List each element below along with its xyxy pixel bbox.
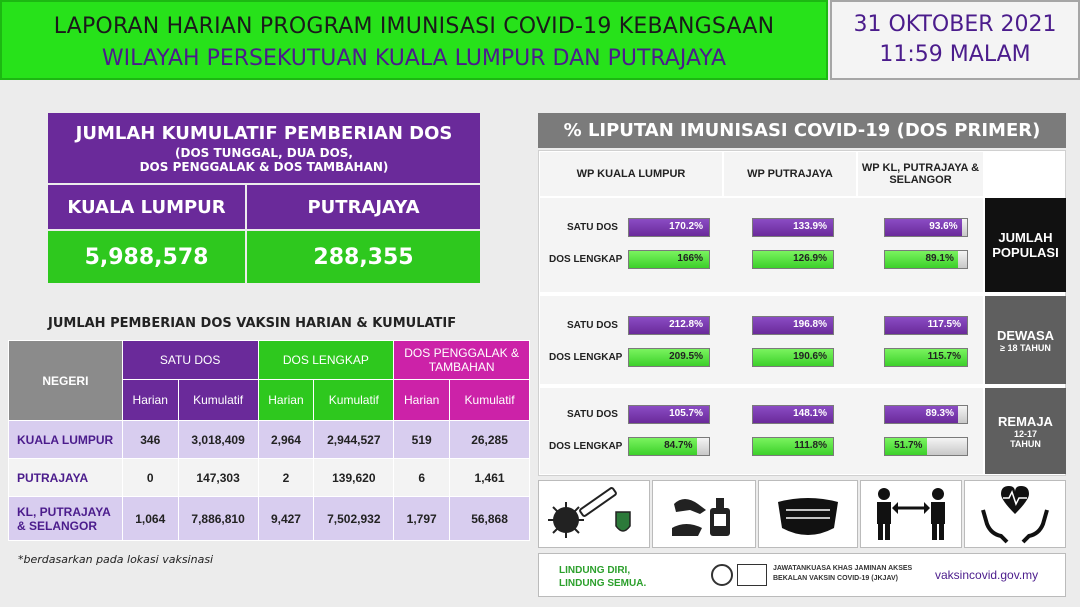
coverage-bar-satu	[752, 405, 834, 424]
bar-value: 133.9%	[793, 221, 827, 232]
coverage-bar-lengkap	[752, 348, 834, 367]
cumulative-kl-label: KUALA LUMPUR	[48, 185, 245, 229]
cell-lengkap-harian: 2,964	[258, 421, 314, 459]
bar-value: 166%	[677, 253, 703, 264]
header-kumulatif: Kumulatif	[178, 380, 258, 421]
cell-lengkap-kumulatif: 139,620	[314, 459, 394, 497]
heart-hands-icon	[964, 480, 1066, 548]
report-title: LAPORAN HARIAN PROGRAM IMUNISASI COVID-19 KEBANGSAAN	[53, 14, 775, 39]
cumulative-title: JUMLAH KUMULATIF PEMBERIAN DOS	[75, 122, 453, 144]
cell-satu-kumulatif: 147,303	[178, 459, 258, 497]
side-subtitle: ≥ 18 TAHUN	[1000, 342, 1051, 353]
coverage-bar-lengkap	[884, 348, 968, 367]
bar-value: 93.6%	[929, 221, 958, 232]
cell-penggalak-kumulatif: 56,868	[450, 497, 530, 541]
header-dos-penggalak: DOS PENGGALAK & TAMBAHAN	[394, 341, 530, 380]
cell-penggalak-harian: 519	[394, 421, 450, 459]
header-kumulatif: Kumulatif	[450, 380, 530, 421]
bar-value: 84.7%	[664, 440, 693, 451]
bar-remainder	[962, 219, 967, 236]
bar-remainder	[927, 438, 967, 455]
dose-table	[8, 340, 530, 541]
bar-value: 111.8%	[794, 440, 827, 451]
face-mask-icon	[758, 480, 858, 548]
bar-value: 170.2%	[669, 221, 703, 232]
header-harian: Harian	[394, 380, 450, 421]
cell-lengkap-harian: 2	[258, 459, 314, 497]
bar-remainder	[958, 406, 967, 423]
bar-value: 212.8%	[669, 319, 703, 330]
cell-lengkap-kumulatif: 7,502,932	[314, 497, 394, 541]
bar-value: 196.8%	[793, 319, 827, 330]
jkjav-name	[773, 564, 912, 584]
org-line-1: JAWATANKUASA KHAS JAMINAN AKSES	[773, 565, 913, 572]
cumulative-pj-label: PUTRAJAYA	[247, 185, 480, 229]
cumulative-subtitle-2: DOS PENGGALAK & DOS TAMBAHAN)	[139, 159, 389, 174]
coverage-bar-lengkap	[628, 250, 710, 269]
cell-penggalak-harian: 1,797	[394, 497, 450, 541]
table-title: JUMLAH PEMBERIAN DOS VAKSIN HARIAN & KUMULATIF	[48, 316, 457, 331]
jkjav-logo-icon	[737, 564, 767, 586]
header-negeri: NEGERI	[9, 341, 123, 421]
coverage-bar-satu	[884, 405, 968, 424]
cumulative-header	[48, 113, 480, 183]
header-banner	[0, 0, 828, 80]
cell-satu-harian: 346	[122, 421, 178, 459]
row-label-lengkap: DOS LENGKAP	[549, 441, 623, 452]
cell-penggalak-kumulatif: 26,285	[450, 421, 530, 459]
row-label-lengkap: DOS LENGKAP	[549, 352, 623, 363]
website-link[interactable]: vaksincovid.gov.my	[935, 568, 1039, 582]
cell-penggalak-harian: 6	[394, 459, 450, 497]
cell-satu-kumulatif: 3,018,409	[178, 421, 258, 459]
cumulative-subtitle-1: (DOS TUNGGAL, DUA DOS,	[175, 145, 353, 160]
header-satu-dos: SATU DOS	[122, 341, 258, 380]
report-date: 31 OKTOBER 2021	[853, 12, 1057, 37]
coverage-bar-satu	[752, 218, 834, 237]
coverage-title: % LIPUTAN IMUNISASI COVID-19 (DOS PRIMER)	[538, 113, 1066, 148]
footnote: *berdasarkan pada lokasi vaksinasi	[18, 553, 214, 566]
social-distancing-icon	[860, 480, 962, 548]
coat-of-arms-icon	[711, 564, 733, 586]
cell-lengkap-harian: 9,427	[258, 497, 314, 541]
coverage-bar-satu	[884, 218, 968, 237]
bar-value: 51.7%	[894, 440, 923, 451]
coverage-bar-lengkap	[884, 437, 968, 456]
header-harian: Harian	[258, 380, 314, 421]
row-label-satu: SATU DOS	[567, 409, 618, 420]
side-title: REMAJA	[998, 413, 1053, 429]
coverage-bar-satu	[628, 405, 710, 424]
table-row	[9, 497, 530, 541]
table-row	[9, 421, 530, 459]
report-time: 11:59 MALAM	[879, 42, 1031, 67]
section-bg	[540, 388, 983, 474]
bar-value: 126.9%	[793, 253, 827, 264]
side-label-dewasa	[985, 296, 1066, 384]
cell-satu-harian: 0	[122, 459, 178, 497]
virus-vaccine-icon	[538, 480, 650, 548]
coverage-bar-lengkap	[752, 437, 834, 456]
bar-value: 190.6%	[793, 351, 827, 362]
row-label-satu: SATU DOS	[567, 222, 618, 233]
date-box	[830, 0, 1080, 80]
slogan-line-1: LINDUNG DIRI,	[559, 565, 631, 576]
header-harian: Harian	[122, 380, 178, 421]
side-label-populasi	[985, 198, 1066, 292]
side-title: JUMLAH POPULASI	[992, 230, 1059, 260]
coverage-bar-satu	[752, 316, 834, 335]
row-negeri: KUALA LUMPUR	[9, 421, 123, 459]
bar-remainder	[697, 438, 709, 455]
bar-value: 89.1%	[925, 253, 954, 264]
row-negeri: KL, PUTRAJAYA & SELANGOR	[9, 497, 123, 541]
bar-value: 209.5%	[669, 351, 703, 362]
row-negeri: PUTRAJAYA	[9, 459, 123, 497]
coverage-bar-satu	[628, 316, 710, 335]
slogan-line-2: LINDUNG SEMUA.	[559, 578, 647, 589]
col-header-all: WP KL, PUTRAJAYA & SELANGOR	[858, 152, 983, 196]
cumulative-kl-value: 5,988,578	[48, 231, 245, 283]
col-header-pj: WP PUTRAJAYA	[724, 152, 856, 196]
coverage-bar-satu	[884, 316, 968, 335]
side-subtitle: 12-17 TAHUN	[1010, 428, 1041, 449]
coverage-bar-lengkap	[628, 437, 710, 456]
row-label-lengkap: DOS LENGKAP	[549, 254, 623, 265]
cell-satu-kumulatif: 7,886,810	[178, 497, 258, 541]
coverage-bar-lengkap	[884, 250, 968, 269]
section-bg	[540, 198, 983, 292]
bar-value: 148.1%	[793, 408, 827, 419]
cumulative-pj-value: 288,355	[247, 231, 480, 283]
hand-sanitizer-icon	[652, 480, 756, 548]
table-row	[9, 459, 530, 497]
org-line-2: BEKALAN VAKSIN COVID-19 (JKJAV)	[773, 575, 898, 582]
coverage-bar-lengkap	[752, 250, 834, 269]
bar-remainder	[958, 251, 967, 268]
report-subtitle: WILAYAH PERSEKUTUAN KUALA LUMPUR DAN PUTRAJAYA	[101, 46, 727, 71]
header-kumulatif: Kumulatif	[314, 380, 394, 421]
bar-value: 105.7%	[669, 408, 703, 419]
col-header-kl: WP KUALA LUMPUR	[540, 152, 722, 196]
coverage-bar-lengkap	[628, 348, 710, 367]
cell-penggalak-kumulatif: 1,461	[450, 459, 530, 497]
side-label-remaja	[985, 388, 1066, 474]
slogan	[559, 564, 646, 590]
coverage-bar-satu	[628, 218, 710, 237]
header-dos-lengkap: DOS LENGKAP	[258, 341, 394, 380]
section-bg	[540, 296, 983, 384]
bar-value: 89.3%	[925, 408, 955, 419]
side-title: DEWASA	[996, 327, 1055, 343]
bar-value: 115.7%	[927, 351, 961, 362]
cell-satu-harian: 1,064	[122, 497, 178, 541]
cell-lengkap-kumulatif: 2,944,527	[314, 421, 394, 459]
bar-value: 117.5%	[927, 319, 961, 330]
row-label-satu: SATU DOS	[567, 320, 618, 331]
